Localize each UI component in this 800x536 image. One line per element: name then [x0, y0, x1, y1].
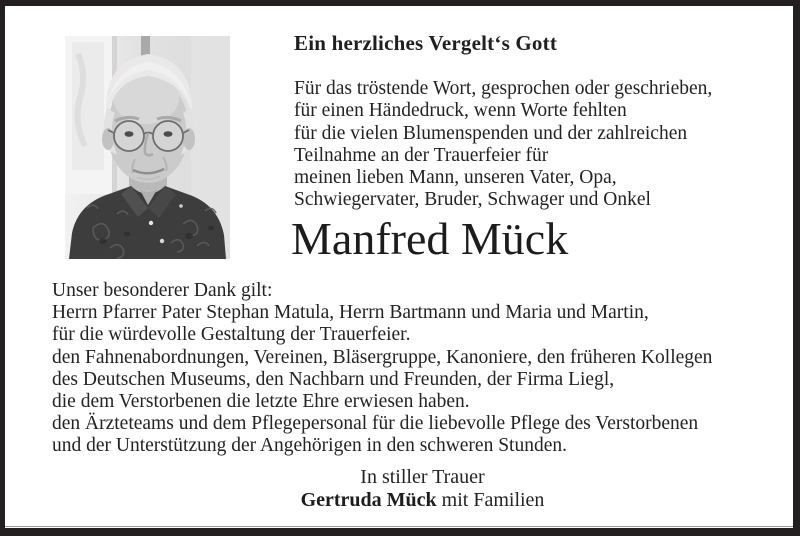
thanks-line: Herrn Pfarrer Pater Stephan Matula, Herrn Bartmann und Maria und Martin, [52, 302, 649, 324]
intro-line: für einen Händedruck, wenn Worte fehlten [294, 100, 627, 122]
notice-header: Ein herzliches Vergelt‘s Gott [294, 31, 558, 55]
thanks-line: die dem Verstorbenen die letzte Ehre erwiesen haben. [52, 391, 470, 413]
mourner-name: Gertruda Mück [300, 488, 437, 511]
deceased-name: Manfred Mück [291, 213, 569, 264]
intro-paragraph [294, 78, 712, 212]
thanks-line: und der Unterstützung der Angehörigen in den schweren Stunden. [52, 435, 567, 457]
intro-line: meinen lieben Mann, unseren Vater, Opa, [294, 167, 617, 189]
thanks-line: des Deutschen Museums, den Nachbarn und Freunden, der Firma Liegl, [52, 368, 615, 390]
bottom-rule [5, 526, 793, 527]
mourner-suffix: mit Familien [436, 488, 545, 511]
thanks-line: den Fahnenabordnungen, Vereinen, Bläsergruppe, Kanoniere, den früheren Kollegen [52, 346, 713, 368]
portrait-photo [65, 36, 230, 259]
portrait-photo-illustration [65, 36, 230, 259]
closing-line: In stiller Trauer [360, 466, 485, 488]
thanks-paragraph [52, 280, 712, 458]
mourner-line [55, 489, 790, 512]
intro-line: für die vielen Blumenspenden und der zahlreichen [294, 122, 688, 144]
thanks-line: den Ärzteteams und dem Pflegepersonal für die liebevolle Pflege des Verstorbenen [52, 413, 699, 435]
intro-line: Für das tröstende Wort, gesprochen oder geschrieben, [294, 78, 713, 99]
intro-line: Schwiegervater, Bruder, Schwager und Onkel [294, 189, 651, 211]
thanks-line: für die würdevolle Gestaltung der Trauerfeier. [52, 324, 411, 346]
signature-block [55, 466, 790, 511]
thanks-line: Unser besonderer Dank gilt: [52, 280, 273, 301]
intro-line: Teilnahme an der Trauerfeier für [294, 144, 549, 166]
